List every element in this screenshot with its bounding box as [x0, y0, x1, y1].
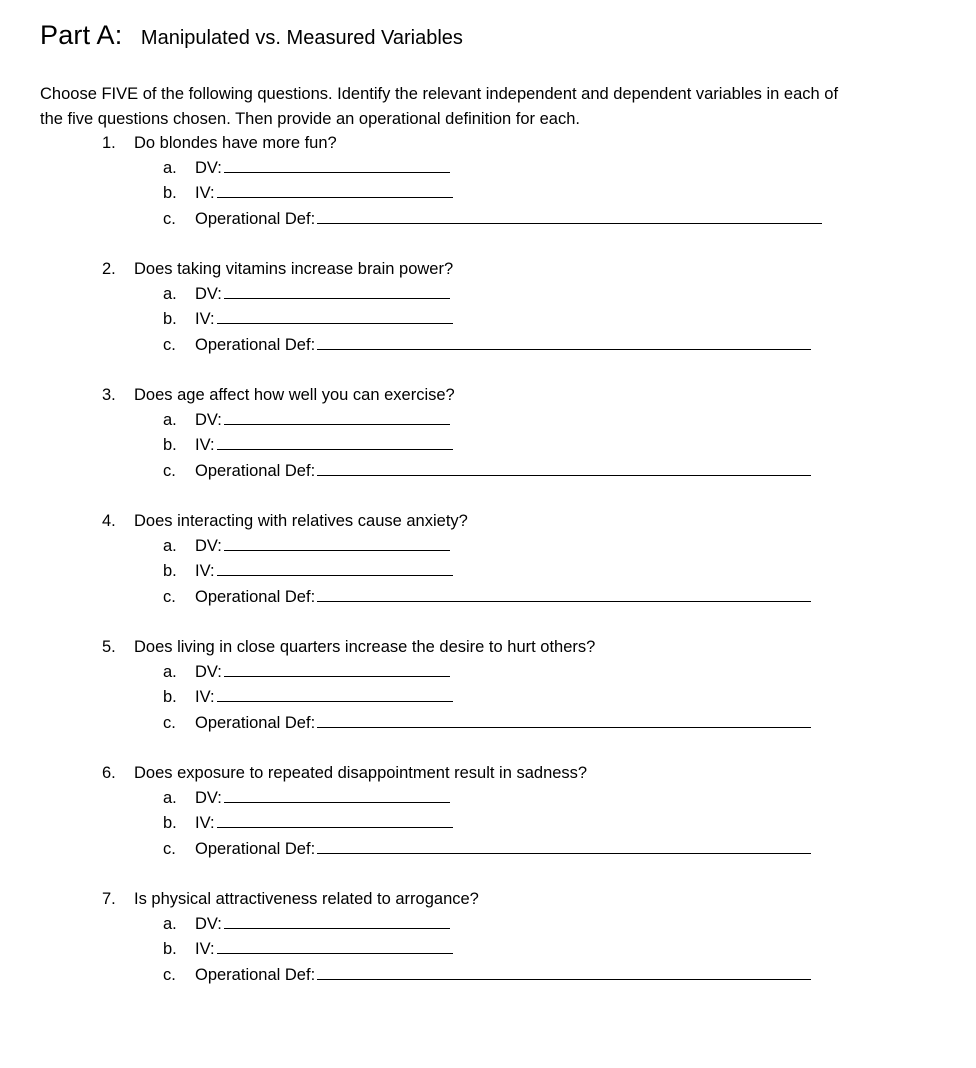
dv-blank[interactable]	[224, 788, 450, 803]
iv-label: IV:	[195, 940, 215, 958]
op-def-row	[163, 837, 811, 861]
question-number: 1.	[102, 134, 116, 152]
iv-row	[163, 307, 453, 331]
op-def-blank[interactable]	[317, 965, 811, 980]
item-letter: a.	[163, 663, 177, 681]
dv-blank[interactable]	[224, 914, 450, 929]
op-def-row	[163, 711, 811, 735]
dv-blank[interactable]	[224, 662, 450, 677]
item-letter: b.	[163, 940, 177, 958]
dv-row	[163, 534, 450, 558]
op-def-row	[163, 459, 811, 483]
item-letter: a.	[163, 285, 177, 303]
dv-label: DV:	[195, 663, 222, 681]
dv-blank[interactable]	[224, 410, 450, 425]
dv-row	[163, 786, 450, 810]
question-number: 2.	[102, 260, 116, 278]
op-def-label: Operational Def:	[195, 840, 316, 858]
question-number: 5.	[102, 638, 116, 656]
item-letter: c.	[163, 336, 176, 354]
question-5	[0, 635, 976, 761]
dv-row	[163, 282, 450, 306]
dv-label: DV:	[195, 285, 222, 303]
item-letter: c.	[163, 966, 176, 984]
item-letter: b.	[163, 310, 177, 328]
iv-label: IV:	[195, 814, 215, 832]
dv-row	[163, 156, 450, 180]
item-letter: c.	[163, 210, 176, 228]
question-4	[0, 509, 976, 635]
iv-blank[interactable]	[217, 435, 453, 450]
dv-label: DV:	[195, 537, 222, 555]
op-def-label: Operational Def:	[195, 336, 316, 354]
item-letter: a.	[163, 411, 177, 429]
instructions-line-1: Choose FIVE of the following questions. Identify the relevant independent and dependent variables in each of	[40, 85, 839, 103]
op-def-label: Operational Def:	[195, 210, 316, 228]
iv-blank[interactable]	[217, 561, 453, 576]
question-number: 4.	[102, 512, 116, 530]
item-letter: a.	[163, 789, 177, 807]
op-def-blank[interactable]	[317, 713, 811, 728]
iv-label: IV:	[195, 310, 215, 328]
iv-label: IV:	[195, 688, 215, 706]
item-letter: c.	[163, 462, 176, 480]
op-def-blank[interactable]	[317, 209, 822, 224]
question-number: 6.	[102, 764, 116, 782]
question-text	[102, 257, 453, 281]
op-def-label: Operational Def:	[195, 462, 316, 480]
iv-row	[163, 685, 453, 709]
question-prompt: Do blondes have more fun?	[134, 134, 337, 152]
op-def-blank[interactable]	[317, 839, 811, 854]
question-text	[102, 635, 595, 659]
dv-label: DV:	[195, 915, 222, 933]
item-letter: b.	[163, 814, 177, 832]
question-3	[0, 383, 976, 509]
iv-row	[163, 559, 453, 583]
question-prompt: Does taking vitamins increase brain power?	[134, 260, 454, 278]
item-letter: b.	[163, 562, 177, 580]
op-def-label: Operational Def:	[195, 588, 316, 606]
question-prompt: Does age affect how well you can exercise?	[134, 386, 455, 404]
item-letter: a.	[163, 915, 177, 933]
question-text	[102, 761, 587, 785]
question-number: 7.	[102, 890, 116, 908]
instructions	[40, 82, 970, 132]
question-text	[102, 509, 468, 533]
iv-blank[interactable]	[217, 813, 453, 828]
item-letter: c.	[163, 840, 176, 858]
item-letter: b.	[163, 184, 177, 202]
item-letter: c.	[163, 588, 176, 606]
dv-blank[interactable]	[224, 284, 450, 299]
op-def-row	[163, 963, 811, 987]
dv-blank[interactable]	[224, 536, 450, 551]
dv-label: DV:	[195, 411, 222, 429]
part-title: Manipulated vs. Measured Variables	[140, 27, 463, 49]
question-2	[0, 257, 976, 383]
question-text	[102, 887, 479, 911]
question-prompt: Does interacting with relatives cause anxiety?	[134, 512, 468, 530]
question-number: 3.	[102, 386, 116, 404]
question-text	[102, 383, 455, 407]
iv-label: IV:	[195, 562, 215, 580]
op-def-blank[interactable]	[317, 335, 811, 350]
iv-blank[interactable]	[217, 687, 453, 702]
iv-label: IV:	[195, 184, 215, 202]
question-1	[0, 131, 976, 257]
iv-blank[interactable]	[217, 939, 453, 954]
op-def-row	[163, 207, 822, 231]
op-def-row	[163, 585, 811, 609]
op-def-row	[163, 333, 811, 357]
dv-blank[interactable]	[224, 158, 450, 173]
iv-label: IV:	[195, 436, 215, 454]
op-def-blank[interactable]	[317, 461, 811, 476]
dv-label: DV:	[195, 159, 222, 177]
item-letter: a.	[163, 159, 177, 177]
dv-row	[163, 912, 450, 936]
item-letter: b.	[163, 436, 177, 454]
question-prompt: Does exposure to repeated disappointment result in sadness?	[134, 764, 588, 782]
iv-blank[interactable]	[217, 183, 453, 198]
question-6	[0, 761, 976, 887]
dv-label: DV:	[195, 789, 222, 807]
item-letter: c.	[163, 714, 176, 732]
question-prompt: Does living in close quarters increase the desire to hurt others?	[134, 638, 596, 656]
iv-blank[interactable]	[217, 309, 453, 324]
iv-row	[163, 937, 453, 961]
instructions-line-2: the five questions chosen. Then provide an operational definition for each.	[40, 110, 580, 128]
op-def-blank[interactable]	[317, 587, 811, 602]
dv-row	[163, 408, 450, 432]
question-prompt: Is physical attractiveness related to arrogance?	[134, 890, 479, 908]
item-letter: b.	[163, 688, 177, 706]
iv-row	[163, 181, 453, 205]
dv-row	[163, 660, 450, 684]
question-text	[102, 131, 337, 155]
op-def-label: Operational Def:	[195, 714, 316, 732]
question-7	[0, 887, 976, 1013]
item-letter: a.	[163, 537, 177, 555]
part-label: Part A:	[40, 20, 123, 50]
iv-row	[163, 811, 453, 835]
page-title	[40, 20, 463, 51]
question-list	[0, 131, 976, 1013]
iv-row	[163, 433, 453, 457]
op-def-label: Operational Def:	[195, 966, 316, 984]
